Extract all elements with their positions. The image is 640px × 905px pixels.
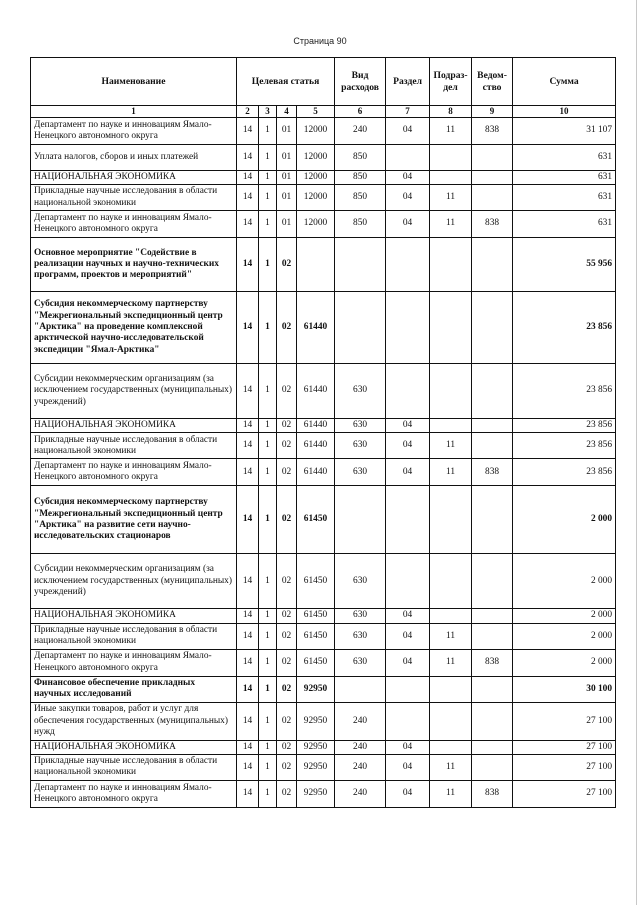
target-code-2: 1 [259,144,277,170]
row-name: НАЦИОНАЛЬНАЯ ЭКОНОМИКА [31,609,237,623]
target-code-2: 1 [259,623,277,649]
department-code [472,609,513,623]
budget-table [30,57,616,808]
amount-value: 2 000 [513,554,616,609]
amount-value: 23 856 [513,292,616,364]
table-row [31,780,616,807]
section-code [386,238,430,292]
table-row [31,702,616,740]
expense-type-code: 630 [335,623,386,649]
subsection-code: 11 [430,649,472,676]
target-code-4: 92950 [297,702,335,740]
header-target-article: Целевая статья [237,58,335,106]
target-code-3: 02 [277,676,297,702]
section-code: 04 [386,419,430,433]
amount-value: 631 [513,144,616,170]
table-body [31,117,616,807]
target-code-1: 14 [237,754,259,780]
expense-type-code: 630 [335,364,386,419]
target-code-3: 02 [277,623,297,649]
section-code: 04 [386,185,430,211]
row-name: Уплата налогов, сборов и иных платежей [31,144,237,170]
table-row [31,144,616,170]
target-code-1: 14 [237,238,259,292]
department-code [472,486,513,554]
target-code-4: 61450 [297,649,335,676]
target-code-4: 61440 [297,364,335,419]
department-code: 838 [472,649,513,676]
target-code-1: 14 [237,609,259,623]
expense-type-code: 630 [335,609,386,623]
row-name: Прикладные научные исследования в области национальной экономики [31,754,237,780]
target-code-3: 01 [277,170,297,184]
table-row [31,623,616,649]
target-code-4: 61440 [297,419,335,433]
department-code [472,144,513,170]
target-code-1: 14 [237,117,259,144]
target-code-3: 02 [277,754,297,780]
department-code [472,554,513,609]
target-code-1: 14 [237,623,259,649]
column-number: 10 [513,106,616,118]
section-code: 04 [386,211,430,238]
department-code [472,185,513,211]
target-code-3: 02 [277,554,297,609]
subsection-code: 11 [430,754,472,780]
target-code-2: 1 [259,740,277,754]
column-number-row [31,106,616,118]
target-code-4: 92950 [297,780,335,807]
target-code-2: 1 [259,486,277,554]
target-code-4: 12000 [297,185,335,211]
department-code [472,676,513,702]
table-row [31,740,616,754]
expense-type-code [335,292,386,364]
table-row [31,211,616,238]
amount-value: 23 856 [513,419,616,433]
expense-type-code [335,676,386,702]
expense-type-code: 240 [335,117,386,144]
amount-value: 30 100 [513,676,616,702]
column-number: 1 [31,106,237,118]
row-name: Департамент по науке и инновациям Ямало-Ненецкого автономного округа [31,780,237,807]
target-code-4: 12000 [297,211,335,238]
target-code-2: 1 [259,364,277,419]
section-code: 04 [386,170,430,184]
target-code-3: 02 [277,649,297,676]
amount-value: 27 100 [513,740,616,754]
row-name: НАЦИОНАЛЬНАЯ ЭКОНОМИКА [31,170,237,184]
subsection-code: 11 [430,433,472,459]
expense-type-code: 240 [335,780,386,807]
row-name: Департамент по науке и инновациям Ямало-Ненецкого автономного округа [31,459,237,486]
row-name: Департамент по науке и инновациям Ямало-Ненецкого автономного округа [31,117,237,144]
column-number: 3 [259,106,277,118]
expense-type-code: 240 [335,754,386,780]
section-code [386,292,430,364]
section-code: 04 [386,649,430,676]
expense-type-code: 850 [335,211,386,238]
section-code: 04 [386,754,430,780]
row-name: Прикладные научные исследования в области национальной экономики [31,433,237,459]
section-code: 04 [386,780,430,807]
department-code [472,433,513,459]
expense-type-code: 850 [335,144,386,170]
column-number: 4 [277,106,297,118]
header-amount: Сумма [513,58,616,106]
expense-type-code: 850 [335,170,386,184]
target-code-3: 02 [277,702,297,740]
target-code-2: 1 [259,649,277,676]
subsection-code [430,609,472,623]
target-code-3: 02 [277,364,297,419]
target-code-1: 14 [237,676,259,702]
row-name: Субсидии некоммерческим организациям (за исключением государственных (муниципальных) учреждений) [31,554,237,609]
table-row [31,419,616,433]
target-code-3: 02 [277,780,297,807]
target-code-4: 61450 [297,554,335,609]
target-code-4: 92950 [297,676,335,702]
section-code: 04 [386,433,430,459]
target-code-1: 14 [237,292,259,364]
target-code-4: 61440 [297,433,335,459]
amount-value: 2 000 [513,623,616,649]
target-code-2: 1 [259,702,277,740]
section-code: 04 [386,117,430,144]
target-code-1: 14 [237,185,259,211]
row-name: Прикладные научные исследования в области национальной экономики [31,623,237,649]
target-code-3: 02 [277,609,297,623]
subsection-code: 11 [430,117,472,144]
row-name: Департамент по науке и инновациям Ямало-Ненецкого автономного округа [31,211,237,238]
target-code-2: 1 [259,292,277,364]
target-code-4: 92950 [297,754,335,780]
section-code: 04 [386,623,430,649]
expense-type-code: 850 [335,185,386,211]
target-code-2: 1 [259,754,277,780]
target-code-4: 12000 [297,170,335,184]
target-code-3: 02 [277,433,297,459]
header-expense-type: Вид расходов [335,58,386,106]
department-code: 838 [472,459,513,486]
table-row [31,649,616,676]
department-code [472,702,513,740]
section-code [386,676,430,702]
row-name: Финансовое обеспечение прикладных научных исследований [31,676,237,702]
department-code: 838 [472,211,513,238]
department-code [472,740,513,754]
table-row [31,554,616,609]
expense-type-code: 630 [335,554,386,609]
section-code: 04 [386,740,430,754]
table-row [31,486,616,554]
table-row [31,170,616,184]
target-code-3: 01 [277,144,297,170]
subsection-code [430,419,472,433]
table-row [31,364,616,419]
expense-type-code: 630 [335,419,386,433]
header-subsection: Подраз-дел [430,58,472,106]
target-code-2: 1 [259,419,277,433]
amount-value: 2 000 [513,609,616,623]
table-row [31,238,616,292]
subsection-code [430,554,472,609]
table-row [31,292,616,364]
target-code-1: 14 [237,554,259,609]
row-name: НАЦИОНАЛЬНАЯ ЭКОНОМИКА [31,740,237,754]
row-name: Департамент по науке и инновациям Ямало-Ненецкого автономного округа [31,649,237,676]
column-number: 7 [386,106,430,118]
target-code-1: 14 [237,211,259,238]
target-code-3: 02 [277,419,297,433]
department-code [472,364,513,419]
target-code-3: 01 [277,117,297,144]
department-code [472,623,513,649]
target-code-3: 02 [277,740,297,754]
amount-value: 23 856 [513,433,616,459]
amount-value: 631 [513,185,616,211]
amount-value: 23 856 [513,459,616,486]
department-code [472,419,513,433]
target-code-3: 02 [277,292,297,364]
target-code-3: 02 [277,486,297,554]
department-code [472,754,513,780]
section-code: 04 [386,459,430,486]
table-row [31,185,616,211]
target-code-1: 14 [237,144,259,170]
row-name: Основное мероприятие "Содействие в реализации научных и научно-технических программ, проектов и мероприятий" [31,238,237,292]
expense-type-code: 240 [335,702,386,740]
page-edge-line [636,0,637,905]
section-code [386,486,430,554]
target-code-4: 61440 [297,292,335,364]
column-number: 8 [430,106,472,118]
department-code: 838 [472,117,513,144]
target-code-3: 01 [277,185,297,211]
table-row [31,459,616,486]
amount-value: 31 107 [513,117,616,144]
target-code-2: 1 [259,185,277,211]
target-code-4: 92950 [297,740,335,754]
table-row [31,754,616,780]
column-number: 9 [472,106,513,118]
subsection-code [430,486,472,554]
column-number: 6 [335,106,386,118]
header-section: Раздел [386,58,430,106]
subsection-code [430,170,472,184]
row-name: Субсидии некоммерческим организациям (за исключением государственных (муниципальных) учреждений) [31,364,237,419]
target-code-3: 02 [277,459,297,486]
target-code-1: 14 [237,740,259,754]
subsection-code: 11 [430,623,472,649]
department-code [472,170,513,184]
target-code-1: 14 [237,702,259,740]
amount-value: 2 000 [513,486,616,554]
target-code-3: 01 [277,211,297,238]
target-code-2: 1 [259,554,277,609]
amount-value: 23 856 [513,364,616,419]
target-code-4: 61450 [297,486,335,554]
section-code: 04 [386,609,430,623]
subsection-code [430,144,472,170]
target-code-2: 1 [259,609,277,623]
target-code-4: 61440 [297,459,335,486]
row-name: Субсидия некоммерческому партнерству "Межрегиональный экспедиционный центр "Арктика" на развитие сети научно-исследовательских стационаров [31,486,237,554]
subsection-code [430,292,472,364]
subsection-code [430,740,472,754]
target-code-2: 1 [259,433,277,459]
subsection-code [430,238,472,292]
target-code-2: 1 [259,170,277,184]
target-code-1: 14 [237,170,259,184]
target-code-2: 1 [259,780,277,807]
row-name: Иные закупки товаров, работ и услуг для обеспечения государственных (муниципальных) нужд [31,702,237,740]
amount-value: 55 956 [513,238,616,292]
target-code-1: 14 [237,433,259,459]
expense-type-code: 630 [335,649,386,676]
target-code-1: 14 [237,419,259,433]
target-code-2: 1 [259,238,277,292]
section-code [386,364,430,419]
expense-type-code: 630 [335,459,386,486]
target-code-1: 14 [237,780,259,807]
row-name: Прикладные научные исследования в области национальной экономики [31,185,237,211]
department-code: 838 [472,780,513,807]
target-code-4: 61450 [297,623,335,649]
expense-type-code [335,238,386,292]
target-code-1: 14 [237,486,259,554]
amount-value: 27 100 [513,780,616,807]
target-code-1: 14 [237,459,259,486]
target-code-2: 1 [259,676,277,702]
column-number: 5 [297,106,335,118]
subsection-code [430,702,472,740]
target-code-1: 14 [237,364,259,419]
header-name: Наименование [31,58,237,106]
target-code-1: 14 [237,649,259,676]
target-code-2: 1 [259,211,277,238]
table-row [31,609,616,623]
section-code [386,702,430,740]
table-row [31,117,616,144]
table-row [31,676,616,702]
department-code [472,238,513,292]
column-number: 2 [237,106,259,118]
target-code-4 [297,238,335,292]
subsection-code [430,676,472,702]
amount-value: 2 000 [513,649,616,676]
target-code-4: 12000 [297,144,335,170]
header-department: Ведом-ство [472,58,513,106]
row-name: НАЦИОНАЛЬНАЯ ЭКОНОМИКА [31,419,237,433]
table-header-row [31,58,616,106]
department-code [472,292,513,364]
subsection-code: 11 [430,459,472,486]
subsection-code: 11 [430,211,472,238]
subsection-code [430,364,472,419]
section-code [386,144,430,170]
amount-value: 631 [513,211,616,238]
target-code-2: 1 [259,117,277,144]
subsection-code: 11 [430,185,472,211]
table-row [31,433,616,459]
target-code-4: 61450 [297,609,335,623]
page-number-label: Страница 90 [293,36,347,46]
row-name: Субсидия некоммерческому партнерству "Межрегиональный экспедиционный центр "Арктика" на проведение комплексной арктической научно-исследовательской экспедиции "Ямал-Арктика" [31,292,237,364]
expense-type-code: 240 [335,740,386,754]
amount-value: 27 100 [513,702,616,740]
amount-value: 631 [513,170,616,184]
expense-type-code: 630 [335,433,386,459]
subsection-code: 11 [430,780,472,807]
target-code-2: 1 [259,459,277,486]
target-code-3: 02 [277,238,297,292]
amount-value: 27 100 [513,754,616,780]
target-code-4: 12000 [297,117,335,144]
expense-type-code [335,486,386,554]
section-code [386,554,430,609]
